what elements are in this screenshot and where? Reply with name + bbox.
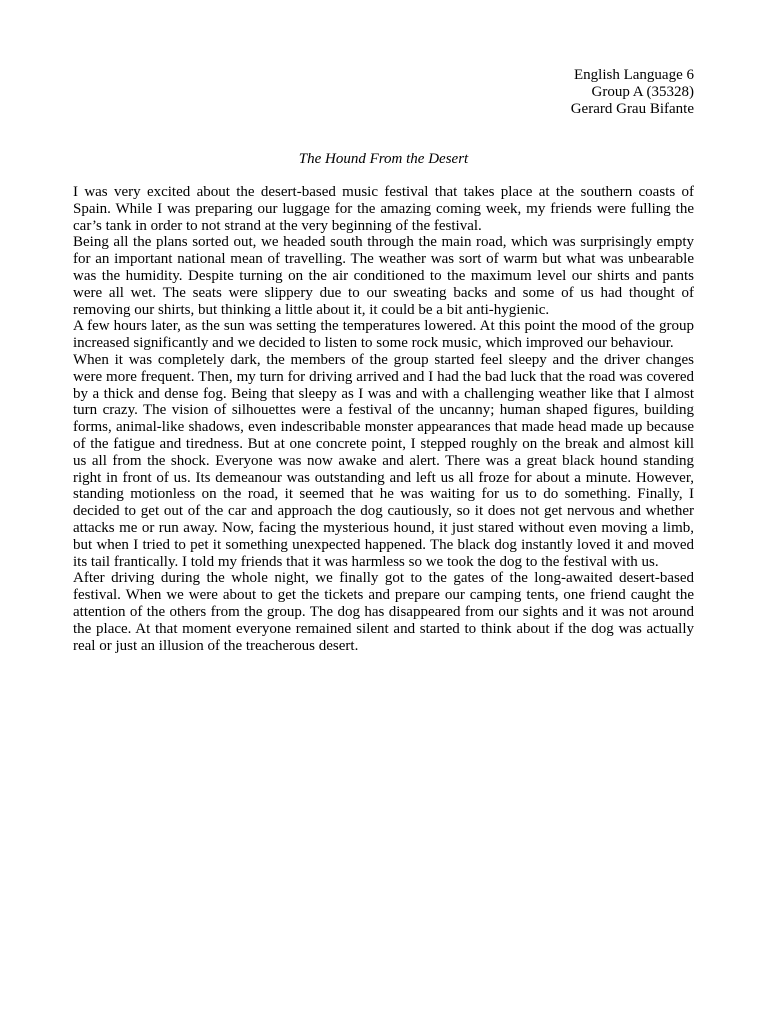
author-name: Gerard Grau Bifante [570, 101, 694, 117]
document-title: The Hound From the Desert [298, 151, 469, 167]
document-body [73, 184, 694, 654]
paragraph: When it was completely dark, the members of the group started feel sleepy and the driver changes were more frequent. Then, my turn for driving arrived and I had the bad luck that the road was covered by a thick and dense fog. Being that sleepy as I was and with a challenging weather like that I almost turn crazy. The vision of silhouettes were a festival of the uncanny; human shaped figures, building forms, animal-like shadows, even indescribable monster appearances that made head made up because of the fatigue and tiredness. But at one concrete point, I stepped roughly on the break and almost kill us all from the shock. Everyone was now awake and alert. There was a great black hound standing right in front of us. Its demeanour was outstanding and left us all froze for about a minute. However, standing motionless on the road, it seemed that he was waiting for us to do something. Finally, I decided to get out of the car and approach the dog cautiously, so it does not get nervous and whether attacks me or run away. Now, facing the mysterious hound, it just stared without even moving a limb, but when I tried to pet it something unexpected happened. The black dog instantly loved it and moved its tail frantically. I told my friends that it was harmless so we took the dog to the festival with us. [73, 351, 694, 570]
paragraph: Being all the plans sorted out, we headed south through the main road, which was surprisingly empty for an important national mean of travelling. The weather was sort of warm but what was unbearable was the humidity. Despite turning on the air conditioned to the maximum level our shirts and pants were all wet. The seats were slippery due to our sweating backs and some of us had thought of removing our shirts, but thinking a little about it, it could be a bit anti-hygienic. [73, 234, 694, 318]
paragraph: I was very excited about the desert-based music festival that takes place at the southern coasts of Spain. While I was preparing our luggage for the amazing coming week, my friends were fulling the car’s tank in order to not strand at the very beginning of the festival. [73, 184, 694, 234]
course-name: English Language 6 [574, 67, 694, 83]
paragraph: After driving during the whole night, we finally got to the gates of the long-awaited desert-based festival. When we were about to get the tickets and prepare our camping tents, one friend caught the attention of the others from the group. The dog has disappeared from our sights and it was not around the place. At that moment everyone remained silent and started to think about if the dog was actually real or just an illusion of the treacherous desert. [73, 570, 694, 654]
author-header [73, 67, 694, 118]
group-name: Group A (35328) [591, 84, 694, 100]
document-page [73, 67, 694, 654]
paragraph: A few hours later, as the sun was setting the temperatures lowered. At this point the mood of the group increased significantly and we decided to listen to some rock music, which improved our behaviour. [73, 318, 694, 352]
